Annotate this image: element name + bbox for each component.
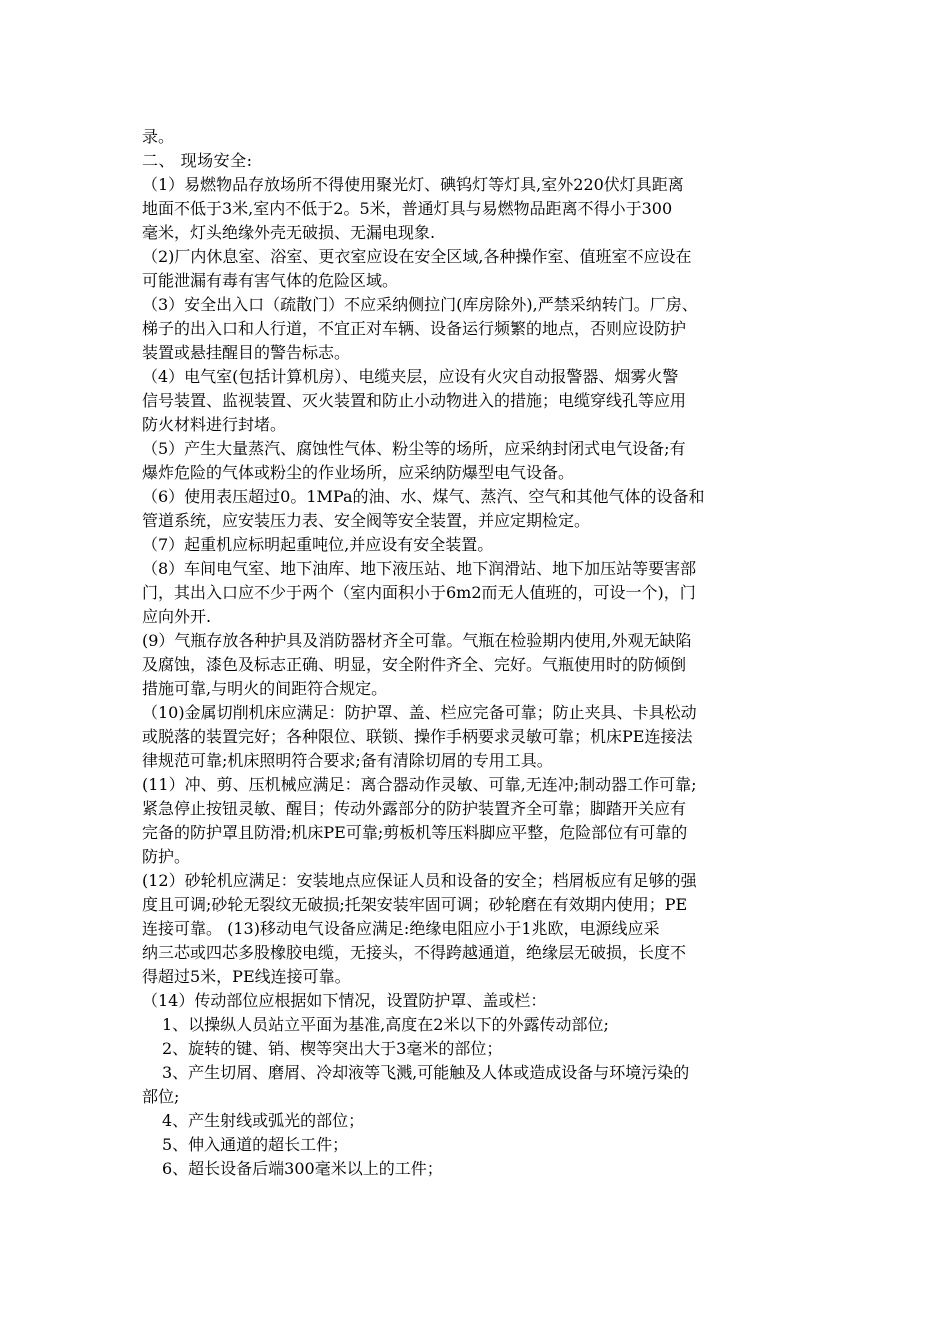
text-line: 防火材料进行封堵。 (142, 415, 287, 434)
text-line: （6）使用表压超过0。1MPa的油、水、煤气、蒸汽、空气和其他气体的设备和 (142, 487, 705, 506)
text-line: （4）电气室(包括计算机房）、电缆夹层，应设有火灾自动报警器、烟雾火警 (142, 367, 679, 386)
text-line: 信号装置、监视装置、灭火装置和防止小动物进入的措施；电缆穿线孔等应用 (142, 391, 687, 410)
text-line: 律规范可靠;机床照明符合要求;备有清除切屑的专用工具。 (142, 751, 553, 770)
text-line: (9）气瓶存放各种护具及消防器材齐全可靠。气瓶在检验期内使用,外观无缺陷 (142, 631, 692, 650)
text-line: （1）易燃物品存放场所不得使用聚光灯、碘钨灯等灯具,室外220伏灯具距离 (142, 175, 684, 194)
text-line: 应向外开. (142, 607, 212, 626)
text-line: 完备的防护罩且防滑;机床PE可靠;剪板机等压料脚应平整，危险部位有可靠的 (142, 823, 688, 842)
text-line: 地面不低于3米,室内不低于2。5米，普通灯具与易燃物品距离不得小于300 (142, 199, 673, 218)
text-line: 得超过5米，PE线连接可靠。 (142, 967, 351, 986)
text-line: 及腐蚀，漆色及标志正确、明显，安全附件齐全、完好。气瓶使用时的防倾倒 (142, 655, 687, 674)
text-line: （2)厂内休息室、浴室、更衣室应设在安全区域,各种操作室、值班室不应设在 (142, 247, 692, 266)
text-line: （10)金属切削机床应满足：防护罩、盖、栏应完备可靠；防止夹具、卡具松动 (142, 703, 697, 722)
list-item: 5、伸入通道的超长工件； (162, 1135, 349, 1154)
text-line: （8）车间电气室、地下油库、地下液压站、地下润滑站、地下加压站等要害部 (142, 559, 697, 578)
text-line: 措施可靠,与明火的间距符合规定。 (142, 679, 388, 698)
text-line: 梯子的出入口和人行道，不宜正对车辆、设备运行频繁的地点，否则应设防护 (142, 319, 687, 338)
text-line: 可能泄漏有毒有害气体的危险区域。 (142, 271, 399, 290)
text-line: 防护。 (142, 847, 191, 866)
text-line: 紧急停止按钮灵敏、醒目；传动外露部分的防护装置齐全可靠；脚踏开关应有 (142, 799, 687, 818)
text-line: 连接可靠。 (13)移动电气设备应满足:绝缘电阻应小于1兆欧，电源线应采 (142, 919, 660, 938)
text-line: (12）砂轮机应满足：安装地点应保证人员和设备的安全；档屑板应有足够的强 (142, 871, 697, 890)
text-line: 毫米，灯头绝缘外壳无破损、无漏电现象. (142, 223, 436, 242)
text-line: （7）起重机应标明起重吨位,并应设有安全装置。 (142, 535, 494, 554)
text-line: （3）安全出入口（疏散门）不应采纳侧拉门(库房除外),严禁采纳转门。厂房、 (142, 295, 698, 314)
text-line: （14）传动部位应根据如下情况，设置防护罩、盖或栏： (142, 991, 547, 1010)
section-heading: 二、 现场安全: (142, 151, 253, 170)
text-line: (11）冲、剪、压机械应满足：离合器动作灵敏、可靠,无连冲;制动器工作可靠; (142, 775, 697, 794)
list-item: 4、产生射线或弧光的部位； (162, 1111, 365, 1130)
text-line: 录。 (142, 127, 175, 146)
list-item: 2、旋转的键、销、楔等突出大于3毫米的部位； (162, 1039, 503, 1058)
text-line: 管道系统，应安装压力表、安全阀等安全装置，并应定期检定。 (142, 511, 591, 530)
list-item: 3、产生切屑、磨屑、冷却液等飞溅,可能触及人体或造成设备与环境污染的 (162, 1063, 690, 1082)
list-item: 6、超长设备后端300毫米以上的工件； (162, 1159, 443, 1178)
text-line: 度且可调;砂轮无裂纹无破损;托架安装牢固可调；砂轮磨在有效期内使用；PE (142, 895, 688, 914)
text-line: （5）产生大量蒸汽、腐蚀性气体、粉尘等的场所，应采纳封闭式电气设备;有 (142, 439, 686, 458)
text-line: 爆炸危险的气体或粉尘的作业场所，应采纳防爆型电气设备。 (142, 463, 575, 482)
list-item: 1、以操纵人员站立平面为基准,高度在2米以下的外露传动部位; (162, 1015, 609, 1034)
document-page (142, 125, 812, 1181)
text-line: 部位; (142, 1087, 180, 1106)
text-line: 纳三芯或四芯多股橡胶电缆，无接头，不得跨越通道，绝缘层无破损，长度不 (142, 943, 687, 962)
text-line: 门，其出入口应不少于两个（室内面积小于6m2而无人值班的，可设一个)，门 (142, 583, 696, 602)
text-line: 或脱落的装置完好；各种限位、联锁、操作手柄要求灵敏可靠；机床PE连接法 (142, 727, 693, 746)
text-line: 装置或悬挂醒目的警告标志。 (142, 343, 351, 362)
